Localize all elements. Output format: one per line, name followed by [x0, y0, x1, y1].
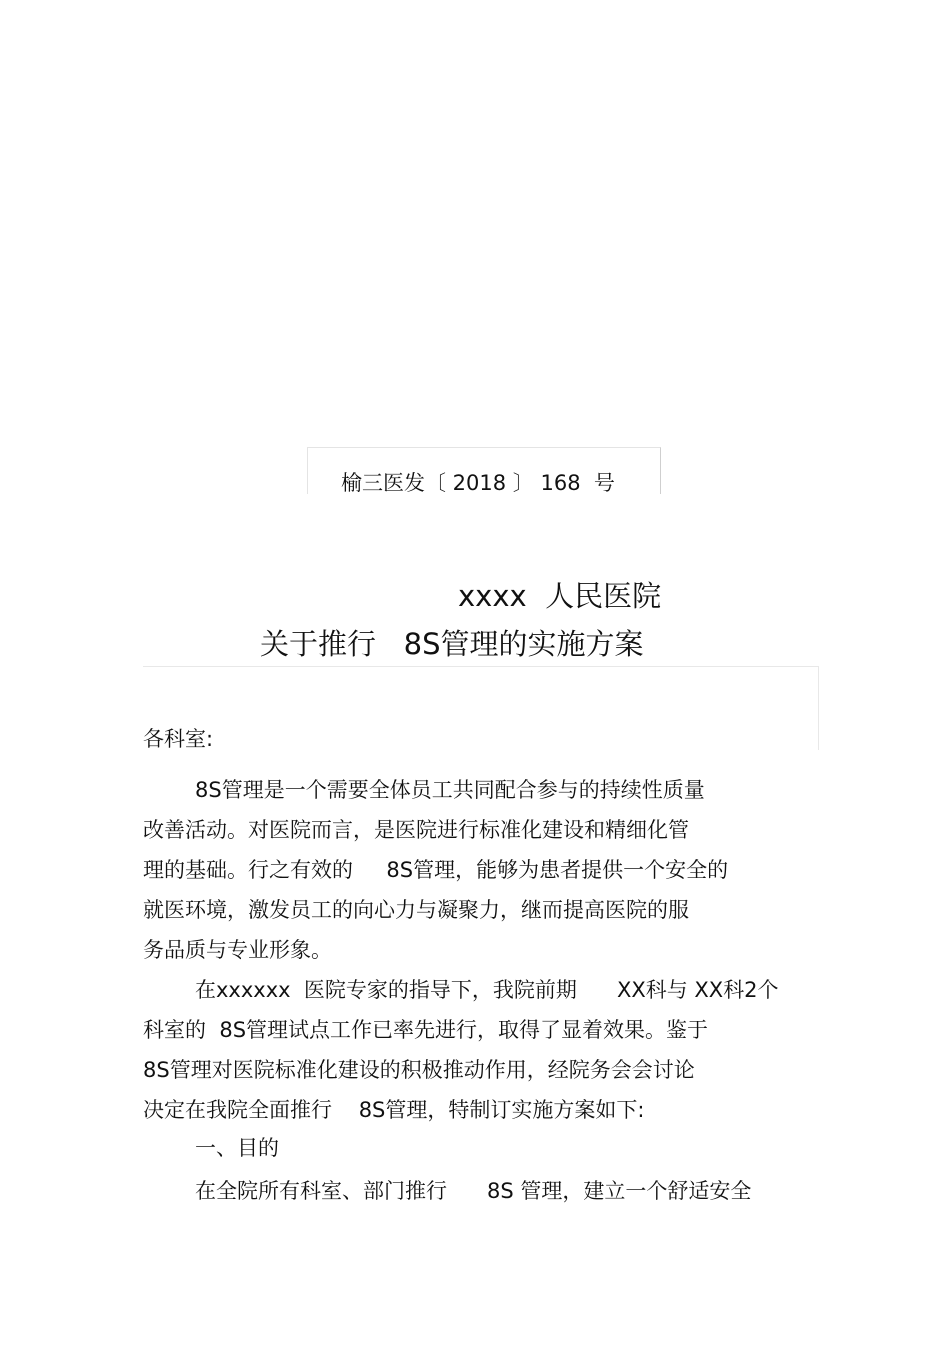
paragraph-line: 科室的 8S管理试点工作已率先进行，取得了显着效果。鉴于 [143, 1018, 709, 1042]
paragraph-line: 就医环境，激发员工的向心力与凝聚力，继而提高医院的服 [143, 898, 689, 922]
section-heading: 一、目的 [195, 1136, 279, 1160]
paragraph-line: 务品质与专业形象。 [143, 938, 332, 962]
title-hospital-name: xxxx 人民医院 [458, 579, 662, 613]
paragraph-line: 8S管理是一个需要全体员工共同配合参与的持续性质量 [195, 778, 705, 802]
paragraph-line: 在xxxxxx 医院专家的指导下，我院前期 XX科与 XX科2个 [195, 978, 779, 1002]
document-number: 榆三医发〔 2018 〕 168 号 [341, 471, 615, 495]
title-divider [143, 666, 819, 667]
paragraph-line: 决定在我院全面推行 8S管理，特制订实施方案如下: [143, 1098, 645, 1122]
salutation: 各科室: [143, 727, 214, 751]
right-frame-edge [818, 666, 819, 750]
paragraph-line: 理的基础。行之有效的 8S管理，能够为患者提供一个安全的 [143, 858, 729, 882]
paragraph-line: 改善活动。对医院而言，是医院进行标准化建设和精细化管 [143, 818, 689, 842]
paragraph-line: 在全院所有科室、部门推行 8S 管理，建立一个舒适安全 [195, 1179, 752, 1203]
title-subject: 关于推行 8S管理的实施方案 [260, 627, 644, 661]
paragraph-line: 8S管理对医院标准化建设的积极推动作用，经院务会会讨论 [143, 1058, 695, 1082]
